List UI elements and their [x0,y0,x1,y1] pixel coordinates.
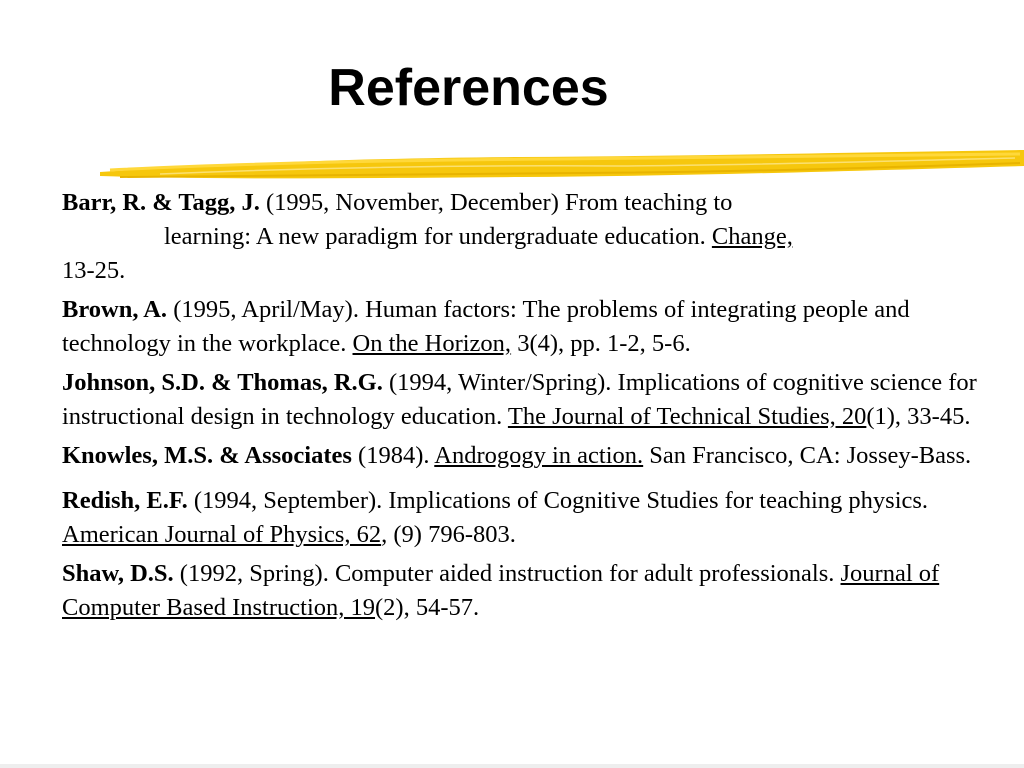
reference-author: Redish, E.F. [62,487,188,514]
footer-divider [0,764,1024,768]
page-title: References [328,59,609,117]
yellow-brush-stroke [100,146,1024,190]
reference-source: The Journal of Technical Studies, 20 [507,403,867,430]
reference-source: American Journal of Physics, 62 [62,521,382,548]
reference-source: On the Horizon, [352,330,512,357]
reference-item-johnson: Johnson, S.D. & Thomas, R.G. (1994, Winter/Spring). Implications of cognitive science for instructional design in technology education. The Journal of Technical Studies, 20(1), 33-45. [62,369,977,430]
reference-author: Barr, R. & Tagg, J. [62,189,260,216]
reference-item-barr: Barr, R. & Tagg, J. (1995, November, December) From teaching to learning: A new paradigm for undergraduate education. Change, 13-25. [62,189,793,284]
reference-source: Journal of Computer Based Instruction, 19 [62,560,940,621]
reference-list [62,186,982,630]
reference-item-shaw: Shaw, D.S. (1992, Spring). Computer aided instruction for adult professionals. Journal of Computer Based Instruction, 19(2), 54-57. [62,560,940,621]
reference-item-redish: Redish, E.F. (1994, September). Implications of Cognitive Studies for teaching physics. American Journal of Physics, 62, (9) 796-803. [62,487,929,548]
reference-author: Knowles, M.S. & Associates [62,442,352,469]
reference-author: Shaw, D.S. [62,560,174,587]
reference-item-knowles: Knowles, M.S. & Associates (1984). Androgogy in action. San Francisco, CA: Jossey-Bass. [62,442,972,469]
reference-source: Change, [711,223,793,250]
reference-author: Brown, A. [62,296,168,323]
reference-source: Androgogy in action. [434,442,644,469]
reference-item-brown: Brown, A. (1995, April/May). Human factors: The problems of integrating people and technology in the workplace. On the Horizon, 3(4), pp. 1-2, 5-6. [62,296,910,357]
reference-author: Johnson, S.D. & Thomas, R.G. [62,369,383,396]
